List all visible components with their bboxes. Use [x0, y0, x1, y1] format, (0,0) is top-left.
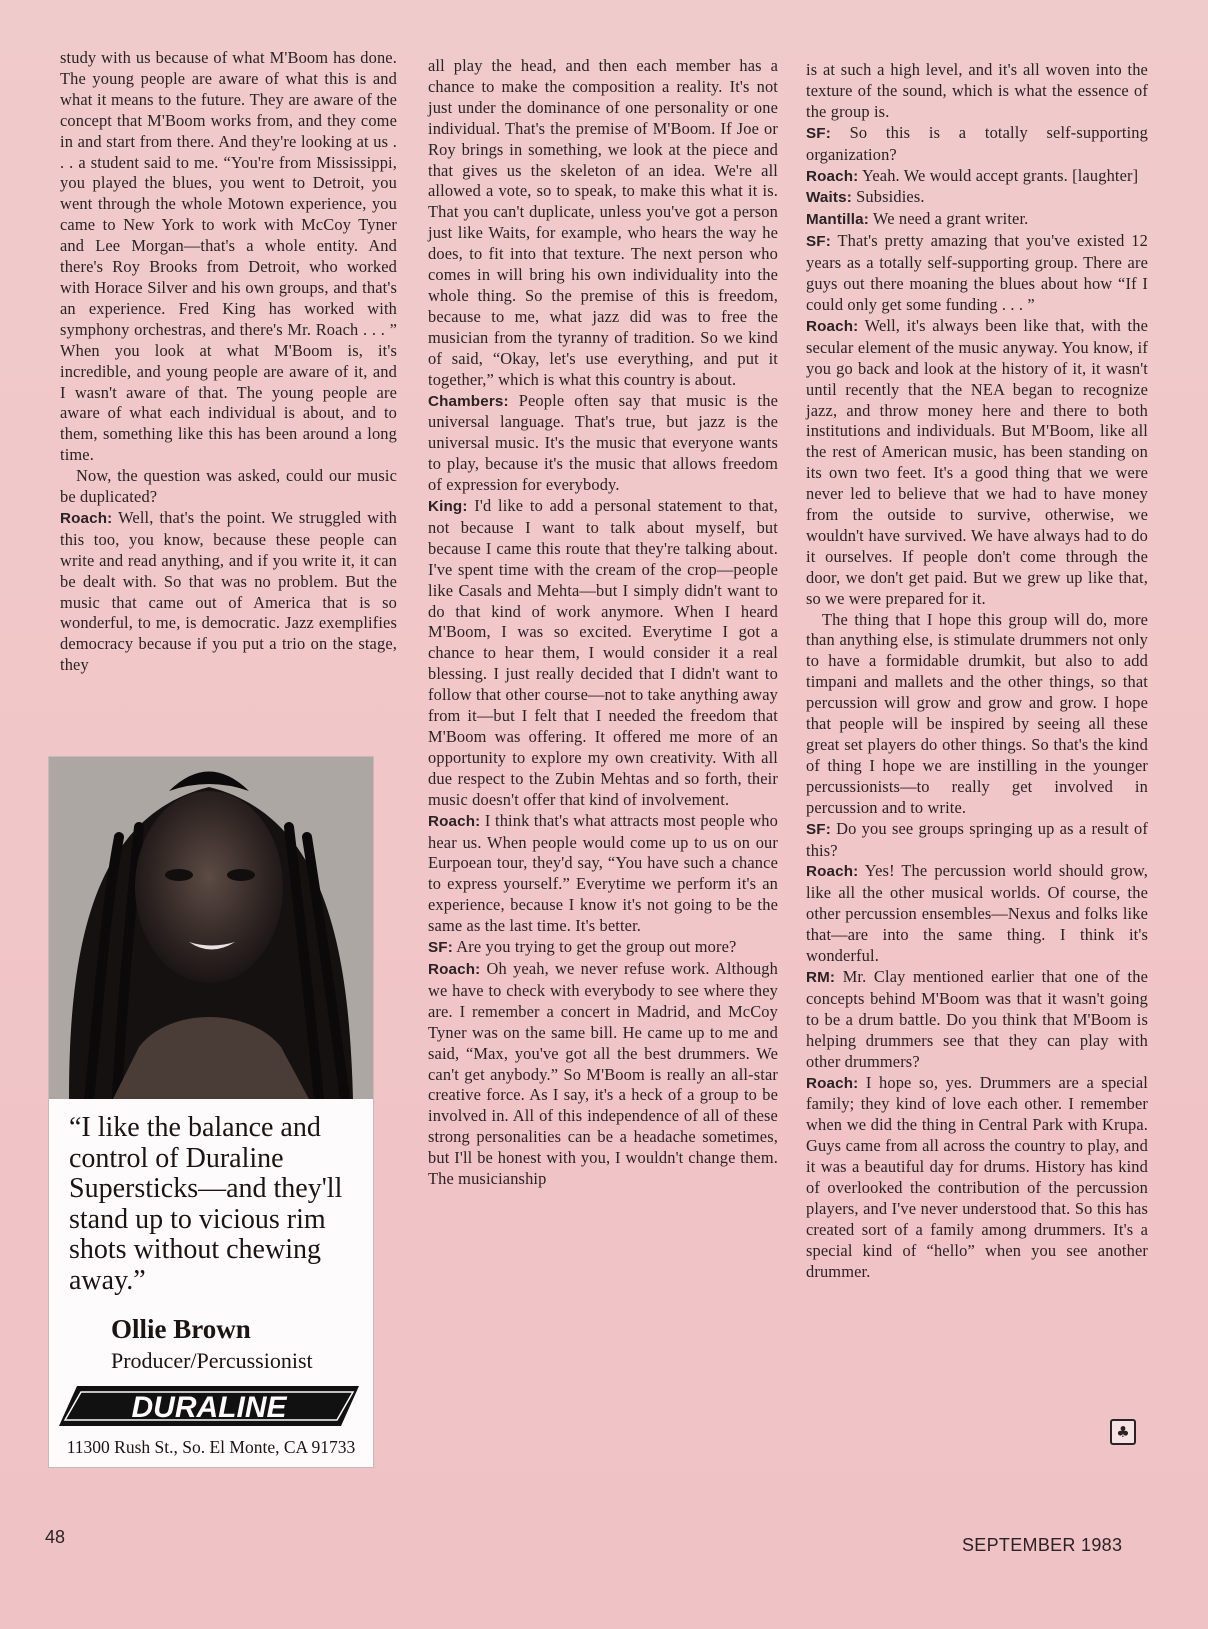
- paragraph: is at such a high level, and it's all woven into the texture of the sound, which is what the essence of the group is.: [806, 60, 1148, 121]
- speaker-label: RM:: [806, 968, 836, 986]
- speech-text: Well, it's always been like that, with the secular element of the music anyway. You know, if you go back and look at the history of it, it wasn't until recently that the NEA began to recognize jazz, and throw money here and there to both institutions and individuals. But M'Boom, like all the rest of American music, has been standing on its own two feet. It's a good thing that we were never led to believe that we had to have money from the outside to survive, otherwise, we wouldn't have survived. We have always had to do it ourselves. If people don't come through the door, we don't get paid. But we grew up like that, so we were prepared for it.: [806, 315, 1148, 608]
- paragraph: Now, the question was asked, could our music be duplicated?: [60, 466, 397, 507]
- speech-text: We need a grant writer.: [868, 209, 1029, 229]
- speaker-label: Roach:: [806, 863, 859, 881]
- speaker-label: Waits:: [806, 189, 852, 207]
- advertisement-photo: [49, 757, 373, 1099]
- paragraph: [806, 967, 1148, 1073]
- paragraph: [806, 166, 1148, 188]
- article-column-3: [806, 60, 1148, 1283]
- speaker-label: SF:: [806, 820, 831, 838]
- speech-text: Well, that's the point. We struggled with this too, you know, because these people can write and read anything, and if you write it, it can be dealt with. So that was no problem. But the music that came out of America that is so wonderful, to me, is democratic. Jazz exemplifies democracy because if you put a trio on the stage, they: [60, 507, 397, 675]
- speech-text: Subsidies.: [851, 187, 925, 207]
- speaker-label: SF:: [806, 124, 831, 142]
- paragraph: [806, 861, 1148, 967]
- paragraph: [428, 496, 778, 811]
- paragraph: [806, 187, 1148, 209]
- article-column-1: [60, 48, 397, 676]
- duraline-advertisement: [48, 756, 374, 1468]
- speaker-label: Roach:: [428, 960, 481, 978]
- speech-text: Do you see groups springing up as a result of this?: [806, 818, 1148, 860]
- speech-text: Are you trying to get the group out more?: [452, 937, 737, 957]
- paragraph: [806, 1073, 1148, 1283]
- paragraph: [428, 959, 778, 1190]
- speech-text: That's pretty amazing that you've existed 12 years as a totally self-supporting group. There are guys out there moaning the blues about how “If I could only get some funding . . . ”: [806, 231, 1148, 314]
- endorser-name: Ollie Brown: [111, 1314, 251, 1344]
- article-column-2: [428, 56, 778, 1190]
- paragraph: [806, 209, 1148, 231]
- paragraph: [806, 231, 1148, 316]
- speech-text: People often say that music is the universal language. That's true, but jazz is the universal music. It's the music that everyone wants to play, because it's the music that allows freedom of expression for everybody.: [428, 390, 778, 495]
- advertiser-address: 11300 Rush St., So. El Monte, CA 91733: [66, 1437, 356, 1457]
- speaker-label: Mantilla:: [806, 211, 869, 229]
- speech-text: Mr. Clay mentioned earlier that one of the concepts behind M'Boom was that it wasn't going to be a drum battle. Do you think that M'Boom is helping drummers see that they can play with other drummers?: [806, 966, 1148, 1071]
- speech-text: I'd like to add a personal statement to that, not because I want to talk about myself, but because I came this route that they're talking about. I've spent time with the cream of the crop—people like Casals and Mehta—but I simply didn't want to do that kind of work anymore. When I heard M'Boom, I was so excited. Everytime I got a chance to hear them, I would consider it a real blessing. I just really decided that I didn't want to follow that other course—not to take anything away from it—but I felt that I needed the freedom that M'Boom was offering. It offered me more of an opportunity to explore my own creativity. With all due respect to the Zubin Mehtas and so forth, their music doesn't offer that kind of involvement.: [428, 496, 778, 809]
- paragraph: [806, 819, 1148, 862]
- speech-text: I think that's what attracts most people who hear us. When people would come up to us on our Eurpoean tour, they'd say, “You have such a chance to express yourself.” Everytime we perform it's an experience, because I know it's not going to be the same as the last time. It's better.: [428, 810, 778, 936]
- speaker-label: SF:: [428, 939, 453, 957]
- speaker-label: Roach:: [428, 812, 481, 830]
- paragraph: [806, 123, 1148, 166]
- speaker-label: Roach:: [60, 509, 113, 527]
- issue-date: SEPTEMBER 1983: [962, 1535, 1123, 1555]
- endorser-role: Producer/Percussionist: [111, 1348, 313, 1373]
- paragraph: [428, 811, 778, 937]
- speaker-label: Roach:: [806, 1074, 859, 1092]
- end-of-article-icon: ♣: [1110, 1419, 1136, 1445]
- paragraph: [806, 316, 1148, 610]
- speech-text: Yes! The percussion world should grow, like all the other musical worlds. Of course, the other percussion ensembles—Nexus and folks like that—are into the same thing. I think it's wonderful.: [806, 861, 1148, 966]
- portrait-illustration: [49, 757, 373, 1099]
- paragraph: [428, 391, 778, 497]
- speech-text: Yeah. We would accept grants. [laughter]: [858, 165, 1139, 185]
- paragraph: study with us because of what M'Boom has done. The young people are aware of what this is and what it means to the future. They are aware of the concept that M'Boom works from, and they come in and start from there. And they're looking at us . . . a student said to me. “You're from Mississippi, you played the blues, you went to Detroit, you went through the whole Motown experience, you came to New York to work with McCoy Tyner and Lee Morgan—that's a whole entity. And there's Roy Brooks from Detroit, who worked with Horace Silver and his own groups, and that's an experience. Fred King has worked with symphony orchestras, and there's Mr. Roach . . . ” When you look at what M'Boom is, it's incredible, and young people are aware of it, and I wasn't aware of that. The young people are aware of what each individual is about, and to them, something like this has been around a long time.: [60, 48, 397, 465]
- logo-wordmark: DURALINE: [131, 1391, 287, 1424]
- paragraph: all play the head, and then each member has a chance to make the composition a reality. It's not just under the dominance of one personality or one individual. That's the premise of M'Boom. If Joe or Roy brings in something, we look at the piece and that gives us the skeleton of an idea. We're all allowed a vote, so to speak, to make this what it is. That you can't duplicate, unless you've got a person just like Waits, for example, who hears the way he does, to fit into that texture. The next person who comes in will bring his own individuality into the whole thing. So the premise of this is freedom, because to me, what jazz did was to free the musician from the tyranny of tradition. So we kind of said, “Okay, let's use everything, and put it together,” which is what this country is about.: [428, 56, 778, 389]
- speaker-label: Roach:: [806, 317, 859, 335]
- speaker-label: Roach:: [806, 167, 859, 185]
- speaker-label: SF:: [806, 233, 831, 251]
- speech-text: So this is a totally self-supporting organization?: [806, 122, 1148, 164]
- advertisement-quote: “I like the balance and control of Duraline Supersticks—and they'll stand up to vicious rim shots without chewing away.”: [69, 1112, 343, 1296]
- page-number: 48: [45, 1527, 66, 1547]
- speech-text: Oh yeah, we never refuse work. Although we have to check with everybody to see where they are. I remember a concert in Madrid, and McCoy Tyner was on the same bill. He came up to me and said, “Max, you've got all the best drummers. We can't get anybody.” So M'Boom is really an all-star creative force. As I say, it's a heck of a group to be involved in. All of this independence of all of these strong personalities can be a headache sometimes, but I'll be honest with you, I wouldn't change them. The musicianship: [428, 958, 778, 1189]
- speaker-label: Chambers:: [428, 392, 509, 410]
- paragraph: [60, 508, 397, 676]
- paragraph: The thing that I hope this group will do, more than anything else, is stimulate drummers not only to have a formidable drumkit, but also to add timpani and mallets and the other things, so that percussion will grow and grow and grow. I hope that people will be inspired by seeing all these great set players do other things. So that's the kind of thing I hope we are instilling in the younger percussionists—to really get involved in percussion and to write.: [806, 609, 1148, 817]
- speech-text: I hope so, yes. Drummers are a special family; they kind of love each other. I remember when we did the thing in Central Park with Krupa. Guys came from all across the country to play, and it was a beautiful day for drums. History has kind of overlooked the contribution of the percussion players, and I've never understood that. So this has created sort of a family among drummers. It's a special kind of “hello” when you see another drummer.: [806, 1072, 1148, 1281]
- paragraph: [428, 937, 778, 959]
- speaker-label: King:: [428, 498, 468, 516]
- duraline-logo: [59, 1382, 359, 1430]
